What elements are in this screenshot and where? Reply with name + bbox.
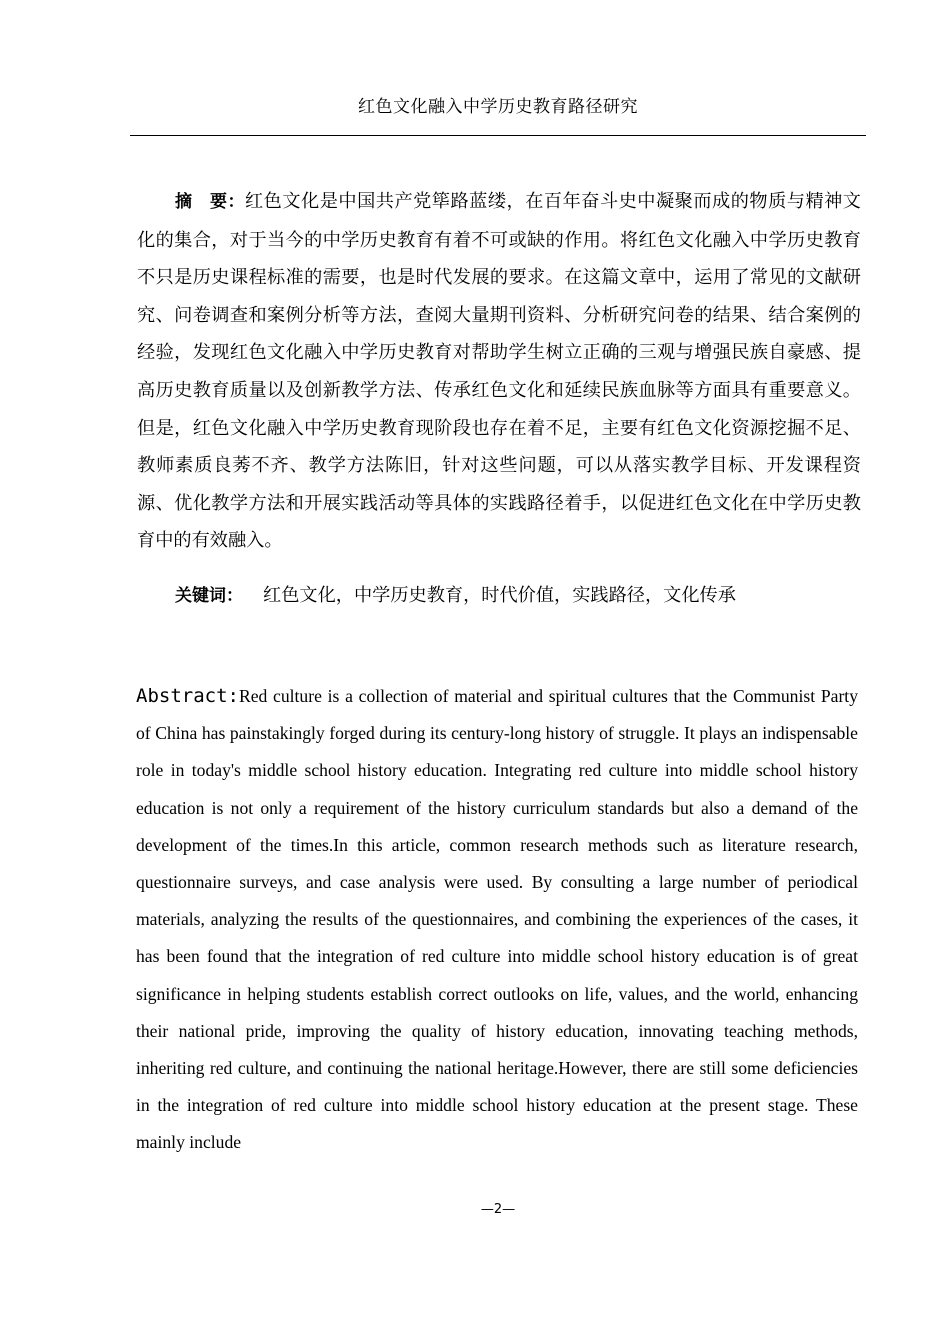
keywords-text: 红色文化，中学历史教育，时代价值，实践路径，文化传承 — [263, 585, 736, 606]
english-abstract-label: Abstract: — [136, 685, 239, 707]
keywords-label: 关键词： — [175, 586, 243, 606]
english-abstract-text: Red culture is a collection of material and spiritual cultures that the Communist Party of China has painstakingly forged during its century-long history of struggle. It plays an indispensable role in today's middle school history education. Integrating red culture into middle school history education is not only a requirement of the history curriculum standards but also a demand of the development of the times.In this article, common research methods such as literature research, questionnaire surveys, and case analysis were used. By consulting a large number of periodical materials, analyzing the results of the questionnaires, and combining the experiences of the cases, it has been found that the integration of red culture into middle school history education is of great significance in helping students establish correct outlooks on life, values, and the world, enhancing their national pride, improving the quality of history education, innovating teaching methods, inheriting red culture, and continuing the national heritage.However, there are still some deficiencies in the integration of red culture into middle school history education at the present stage. These mainly include — [136, 686, 858, 1153]
page-number: —2— — [480, 1202, 516, 1217]
chinese-abstract-label: 摘 要： — [175, 192, 245, 212]
running-header: 红色文化融入中学历史教育路径研究 — [358, 97, 638, 117]
english-abstract — [136, 678, 858, 1162]
chinese-abstract — [137, 183, 861, 560]
keywords — [175, 581, 865, 611]
chinese-abstract-text: 红色文化是中国共产党筚路蓝缕，在百年奋斗史中凝聚而成的物质与精神文化的集合，对于当今的中学历史教育有着不可或缺的作用。将红色文化融入中学历史教育不只是历史课程标准的需要，也是时代发展的要求。在这篇文章中，运用了常见的文献研究、问卷调查和案例分析等方法，查阅大量期刊资料、分析研究问卷的结果、结合案例的经验，发现红色文化融入中学历史教育对帮助学生树立正确的三观与增强民族自豪感、提高历史教育质量以及创新教学方法、传承红色文化和延续民族血脉等方面具有重要意义。但是，红色文化融入中学历史教育现阶段也存在着不足，主要有红色文化资源挖掘不足、教师素质良莠不齐、教学方法陈旧，针对这些问题，可以从落实教学目标、开发课程资源、优化教学方法和开展实践活动等具体的实践路径着手，以促进红色文化在中学历史教育中的有效融入。 — [137, 191, 861, 552]
header-divider — [130, 135, 866, 136]
